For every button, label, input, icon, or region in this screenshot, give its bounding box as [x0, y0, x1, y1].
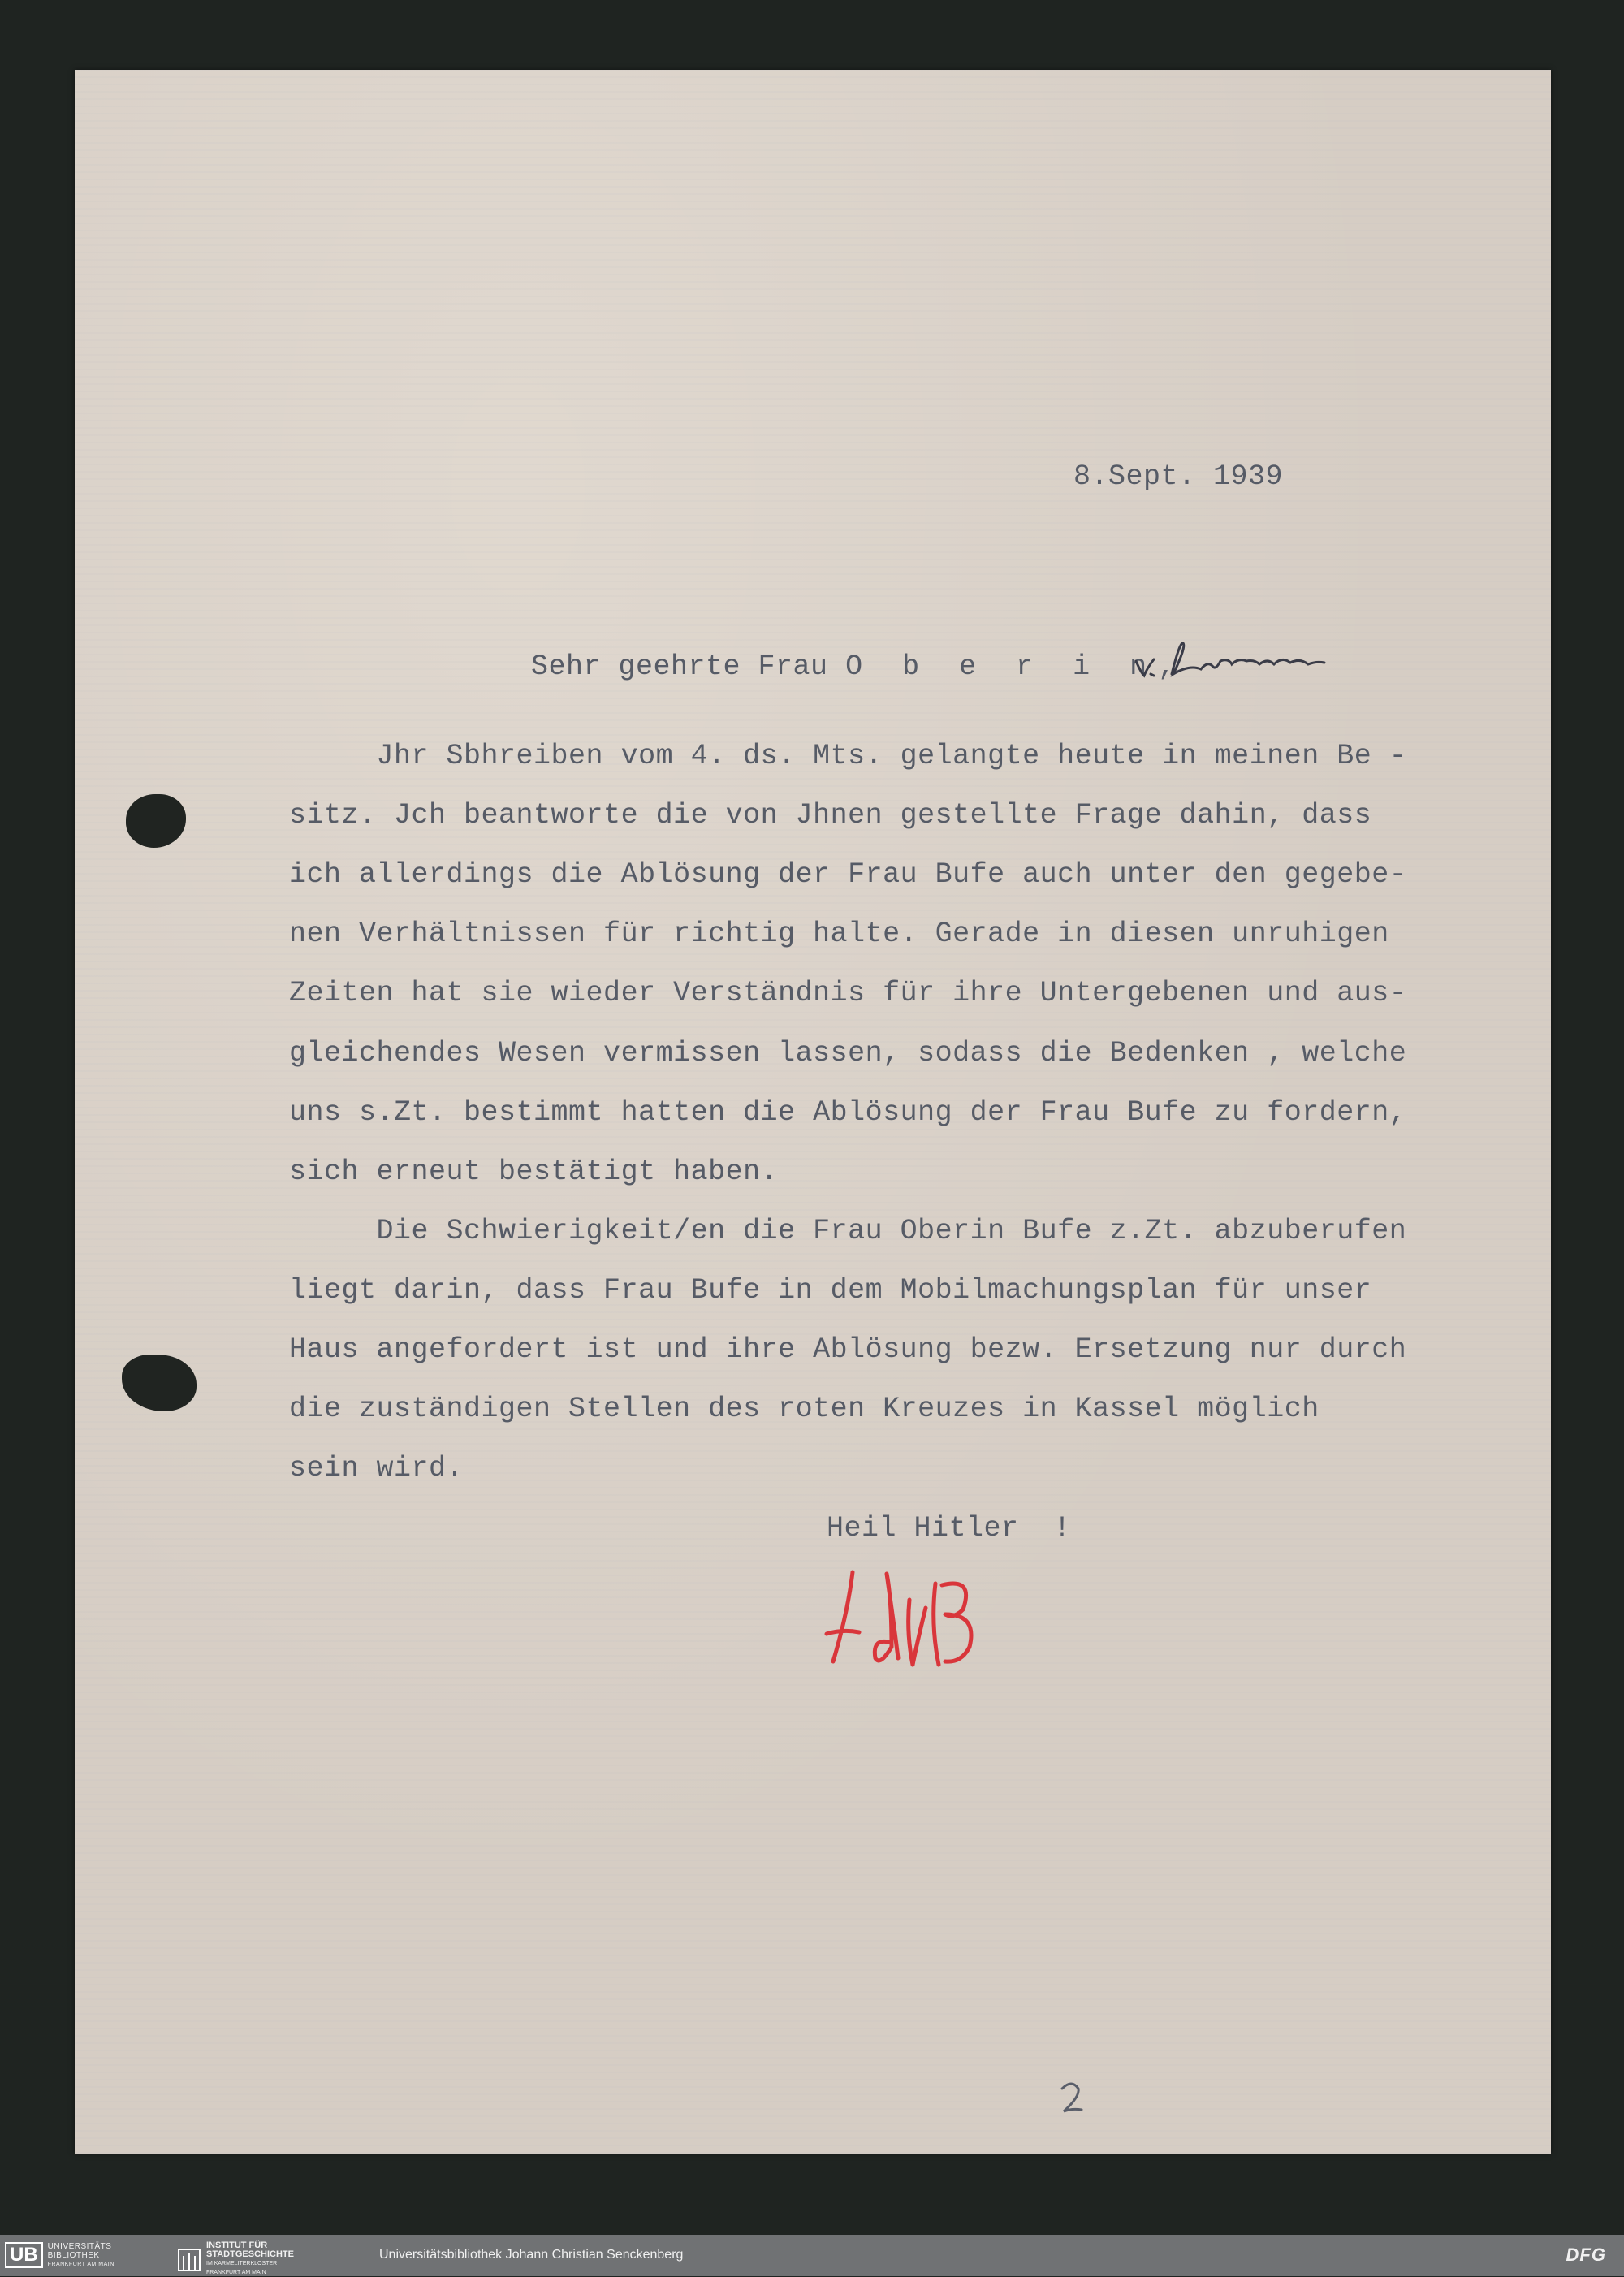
- dfg-logo: DFG: [1566, 2245, 1606, 2265]
- institute-line: STADTGESCHICHTE: [206, 2249, 294, 2259]
- ub-text: [48, 2242, 114, 2269]
- body-line: liegt darin, dass Frau Bufe in dem Mobilmachungsplan für unser: [289, 1274, 1372, 1307]
- closing: Heil Hitler !: [827, 1512, 1072, 1545]
- body-line: Jhr Sbhreiben vom 4. ds. Mts. gelangte heute in meinen Be -: [289, 740, 1407, 772]
- body-line: Zeiten hat sie wieder Verständnis für ihre Untergebenen und aus-: [289, 977, 1407, 1009]
- institute-line: FRANKFURT AM MAIN: [206, 2270, 266, 2275]
- ub-line: FRANKFURT AM MAIN: [47, 2261, 114, 2267]
- footer-bar: [0, 2235, 1624, 2276]
- institute-text: [206, 2241, 294, 2277]
- handwritten-name: [1133, 638, 1401, 687]
- body-line: gleichendes Wesen vermissen lassen, sodass die Bedenken , welche: [289, 1037, 1407, 1069]
- body-line: sich erneut bestätigt haben.: [289, 1156, 779, 1188]
- ub-line: BIBLIOTHEK: [47, 2250, 100, 2260]
- salutation: [531, 650, 1187, 683]
- red-signature: [820, 1567, 1088, 1681]
- body-line: Die Schwierigkeit/en die Frau Oberin Bufe z.Zt. abzuberufen: [289, 1215, 1407, 1247]
- salutation-prefix: Sehr geehrte Frau: [531, 650, 846, 683]
- body-line: nen Verhältnissen für richtig halte. Gerade in diesen unruhigen: [289, 918, 1389, 950]
- library-name: Universitätsbibliothek Johann Christian Senckenberg: [379, 2248, 684, 2262]
- body-line: uns s.Zt. bestimmt hatten die Ablösung der Frau Bufe zu fordern,: [289, 1096, 1407, 1129]
- institute-line: INSTITUT FÜR: [206, 2240, 268, 2250]
- letter-body: [289, 740, 1407, 1484]
- ub-line: UNIVERSITÄTS: [47, 2241, 112, 2251]
- institute-line: IM KARMELITERKLOSTER: [206, 2261, 278, 2266]
- body-line: ich allerdings die Ablösung der Frau Bufe auch unter den gegebe-: [289, 858, 1407, 891]
- handwritten-page-number: [1056, 2079, 1088, 2116]
- salutation-title: O b e r i n,: [845, 650, 1187, 683]
- body-line: Haus angefordert ist und ihre Ablösung bezw. Ersetzung nur durch: [289, 1333, 1407, 1366]
- institute-logo: [177, 2241, 294, 2277]
- body-line: sein wird.: [289, 1452, 464, 1484]
- ub-mark: UB: [5, 2242, 43, 2268]
- body-line: sitz. Jch beantworte die von Jhnen gestellte Frage dahin, dass: [289, 799, 1372, 832]
- institute-emblem-icon: [177, 2246, 201, 2272]
- letter-date: 8.Sept. 1939: [1073, 460, 1284, 493]
- ub-logo: [5, 2241, 114, 2269]
- body-line: die zuständigen Stellen des roten Kreuzes in Kassel möglich: [289, 1393, 1320, 1425]
